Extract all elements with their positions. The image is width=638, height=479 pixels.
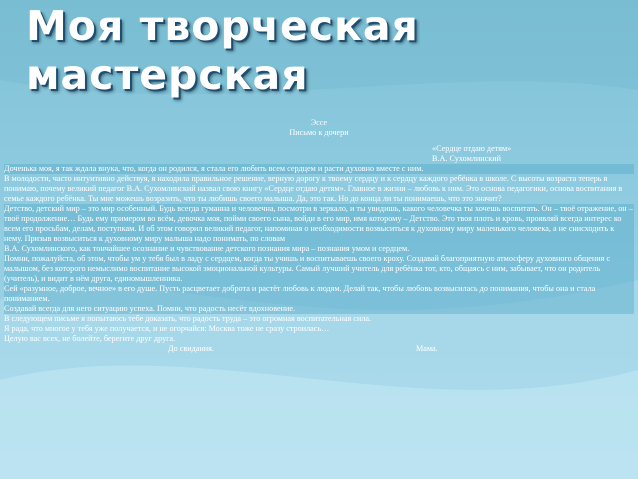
essay-heading: Эссе (310, 118, 328, 127)
slide-title (26, 2, 419, 100)
essay-paragraph-6: Создавай всегда для него ситуацию успеха. Помни, что радость несёт вдохновение. (4, 304, 634, 314)
essay-paragraph-3b: В.А. Сухомлинского, как тончайшее осознание и чувствование детского познания мира – познания умом и сердцем. (4, 244, 634, 254)
slide-title-line-2: мастерская (26, 51, 309, 99)
essay-paragraph-3: Детство, детский мир – это мир особенный. Будь всегда гуманна и человечна, посмотри в зеркало, и ты увидишь, какого человечка ты хочешь воспитать. Он – твоё отражение, он – твоё продолжение… Будь ему примером во всём, девочка моя, пойми своего сына, войди в его мир, имя которому – Детство. Это твоя плоть и кровь, проявляй всегда интерес ко всем его просьбам, делам, поступкам. И об этом говорил великий педагог, напоминая о необходимости возвыситься к духовному миру маленького человека, а не снисходить к нему. Призыв возвыситься к духовному миру малыша надо понимать, по словам (4, 204, 633, 243)
slide-title-line-1: Моя творческая (26, 2, 419, 50)
essay-paragraph-2: В молодости, часто интуитивно действуя, я находила правильное решение, верную дорогу к твоему сердцу и к сердцу каждого ребёнка в школе. С высоты возраста теперь я понимаю, почему великий педагог В.А. Сухомлинский назвал свою книгу «Сердце отдаю детям». Главное в жизни – любовь к ним. Это основа педагогики, основа воспитания в семье каждого ребёнка. Ты мне можешь возразить, что ты любишь своего малыша. Да, это так. Но до конца ли ты понимаешь, что это значит? (4, 174, 623, 203)
epigraph-quote: «Сердце отдаю детям» (432, 144, 512, 153)
essay-closing (4, 344, 634, 354)
closing-farewell: До свидания. (168, 344, 214, 353)
essay-paragraph-7: В следующем письме я попытаюсь тебе доказать, что радость труда – это огромная воспитательная сила. (4, 314, 372, 323)
essay-paragraph-9: Целую вас всех, не болейте, берегите друг друга. (4, 334, 176, 343)
essay-paragraph-8: Я рада, что многое у тебя уже получается, и не огорчайся: Москва тоже не сразу строилась… (4, 324, 330, 333)
essay-subheading: Письмо к дочери (289, 128, 349, 137)
closing-signature: Мама. (415, 344, 438, 353)
essay-body (4, 118, 634, 354)
essay-paragraph-4: Помни, пожалуйста, об этом, чтобы ум у тебя был в ладу с сердцем, когда ты учишь и воспитываешь своего кроху. Создавай благоприятную атмосферу духовного общения с малышом, без которого немыслимо воспитание высокой эмоциональной культуры. Самый лучший учитель для ребёнка тот, кто, общаясь с ним, забывает, что он родитель (учитель), и видит в нём друга, единомышленника. (4, 254, 634, 284)
epigraph-author: В.А. Сухомлинский (432, 154, 501, 163)
essay-paragraph-5: Сей «разумное, доброе, вечное» в его душе. Пусть расцветает доброта и растёт любовь к людям. Делай так, чтобы любовь возвысилась до понимания, чтобы она и стала пониманием. (4, 284, 634, 304)
essay-paragraph-1: Доченька моя, я так ждала внука, что, когда он родился, я стала его любить всем сердцем и расти духовно вместе с ним. (4, 164, 634, 174)
